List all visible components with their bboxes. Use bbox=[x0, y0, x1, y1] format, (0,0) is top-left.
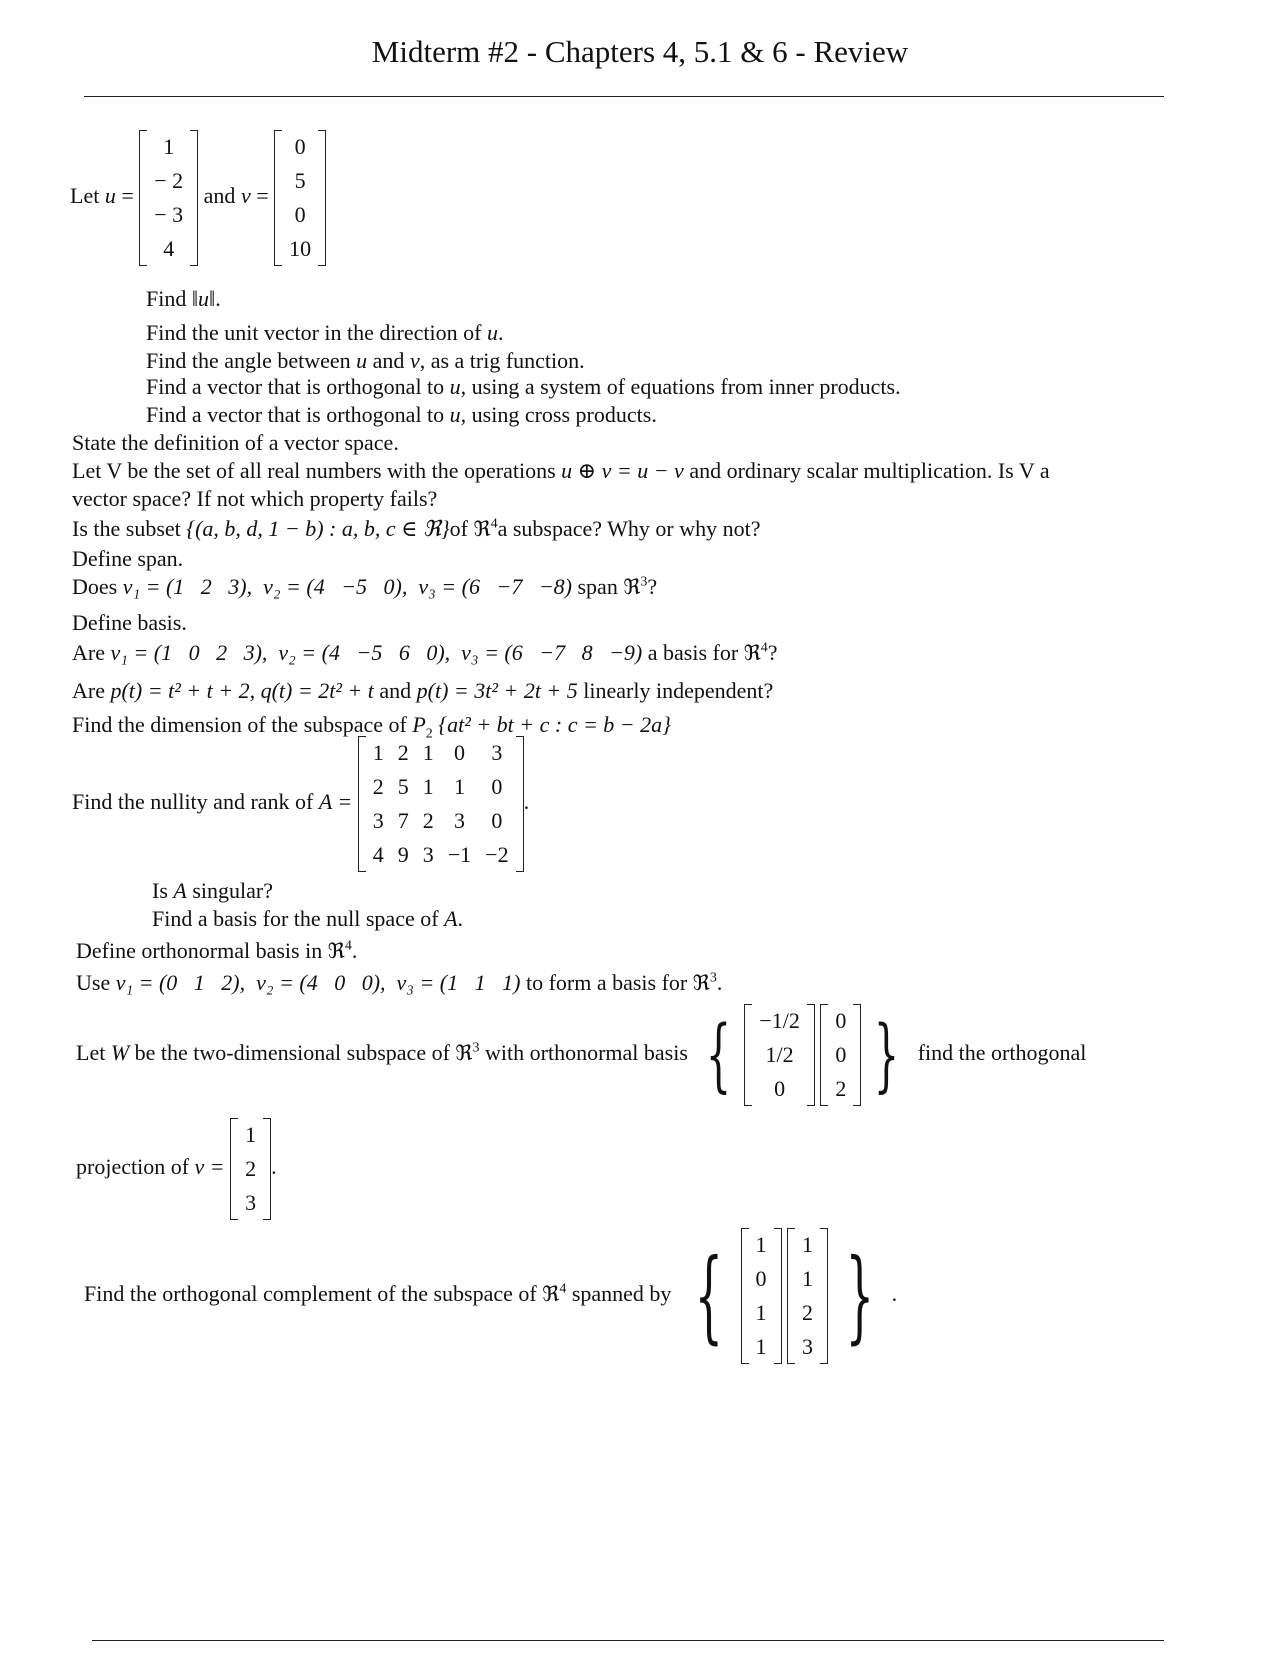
span-vectors: v₁ = (1 2 3), v₂ = (4 −5 0), v₃ = (6 −7 −8) bbox=[122, 574, 572, 599]
dim-set: {at² + bt + c : c = b − 2a} bbox=[438, 712, 671, 737]
left-brace: { bbox=[694, 1237, 724, 1354]
vector-entry: 2 bbox=[245, 1156, 257, 1181]
vector-entry: 3 bbox=[245, 1190, 257, 1215]
matrix-cell: 3 bbox=[422, 842, 434, 867]
q-orth-system bbox=[146, 374, 901, 400]
q-nullity-rank: Find the nullity and rank of A = 1 2 1 0 3 2 5 1 1 0 3 7 2 3 0 4 9 3 −1 −2 . bbox=[72, 736, 529, 872]
matrix-cell: 1 bbox=[422, 740, 434, 765]
vector-entry: 1 bbox=[755, 1300, 767, 1325]
equals: = bbox=[115, 183, 134, 209]
orth-text: Find a vector that is orthogonal to bbox=[146, 374, 445, 399]
q-basis-def: Define basis. bbox=[72, 610, 187, 635]
w-symbol: W bbox=[110, 1040, 130, 1066]
li-rest: linearly independent? bbox=[583, 678, 774, 703]
q-null-space: Find a basis for the null space of A. bbox=[152, 906, 464, 931]
let-label: Let bbox=[70, 183, 100, 209]
q-vector-space-def: State the definition of a vector space. bbox=[72, 430, 399, 455]
let-label: Let bbox=[76, 1040, 106, 1066]
gs-vectors: v₁ = (0 1 2), v₂ = (4 0 0), v₃ = (1 1 1) bbox=[115, 970, 521, 995]
real-symbol: ℜ bbox=[692, 971, 710, 995]
page-title: Midterm #2 - Chapters 4, 5.1 & 6 - Review bbox=[371, 34, 909, 69]
u-symbol: u bbox=[356, 348, 368, 373]
v-label: v = bbox=[194, 1154, 225, 1180]
real-symbol: ℜ bbox=[623, 575, 641, 599]
matrix-cell: 5 bbox=[397, 774, 409, 799]
superscript: 3 bbox=[472, 1040, 480, 1056]
matrix-a-label: A = bbox=[318, 789, 353, 815]
orth-text: Find a vector that is orthogonal to bbox=[146, 402, 445, 427]
vector-entry: 2 bbox=[802, 1300, 814, 1325]
superscript: 4 bbox=[490, 516, 498, 532]
nr-text: Find the nullity and rank of bbox=[72, 789, 314, 815]
vs-rest: and ordinary scalar multiplication. Is V a bbox=[689, 458, 1050, 483]
matrix-cell: 1 bbox=[422, 774, 434, 799]
vector-entry: 0 bbox=[835, 1008, 847, 1033]
superscript: 3 bbox=[709, 970, 717, 986]
vector-entry: 1 bbox=[802, 1232, 814, 1257]
u-symbol: u bbox=[449, 374, 461, 399]
null-text: Find a basis for the null space of bbox=[152, 906, 439, 931]
q-singular bbox=[152, 878, 273, 904]
q-vector-space-ops bbox=[72, 458, 1050, 484]
matrix-cell: 2 bbox=[372, 774, 384, 799]
vector-entry: 1 bbox=[755, 1232, 767, 1257]
subset-rest: a subspace? Why or why not? bbox=[497, 516, 761, 541]
q-orth-cross bbox=[146, 402, 657, 428]
superscript: 4 bbox=[559, 1281, 567, 1297]
v-entry: 5 bbox=[294, 168, 306, 193]
oc-text: Find the orthogonal complement of the subspace of bbox=[84, 1281, 537, 1307]
v-symbol: v bbox=[409, 348, 420, 373]
vs-text: Let V be the set of all real numbers with the operations bbox=[72, 458, 556, 483]
u-entry: − 2 bbox=[154, 168, 184, 193]
matrix-cell: 0 bbox=[453, 740, 465, 765]
polynomial-p3: p(t) = 3t² + 2t + 5 bbox=[416, 678, 578, 703]
orth-rest: , using a system of equations from inner products. bbox=[460, 374, 901, 399]
v-column-vector bbox=[230, 1118, 271, 1220]
vector-entry: 0 bbox=[755, 1266, 767, 1291]
q-linear-independence bbox=[72, 678, 773, 704]
proj-basis-text: with orthonormal basis bbox=[485, 1040, 688, 1066]
polynomials: p(t) = t² + t + 2, q(t) = 2t² + t bbox=[110, 678, 374, 703]
subscript: 2 bbox=[425, 726, 433, 742]
q-unit-vector: Find the unit vector in the direction of u. bbox=[146, 320, 504, 345]
a-symbol: A bbox=[444, 906, 458, 931]
right-brace: } bbox=[845, 1237, 875, 1354]
q-angle bbox=[146, 348, 585, 374]
on-text: Define orthonormal basis in bbox=[76, 938, 323, 963]
v-vector bbox=[274, 130, 326, 266]
q-norm bbox=[146, 286, 221, 312]
matrix-a bbox=[358, 736, 524, 872]
title-rule bbox=[84, 96, 1164, 97]
vector-entry: 1/2 bbox=[765, 1042, 794, 1067]
vector-entry: 1 bbox=[755, 1334, 767, 1359]
q-orth-complement: Find the orthogonal complement of the subspace of ℜ$^4$ spanned by { 1 0 1 1 1 1 2 3 } . bbox=[84, 1228, 897, 1364]
matrix-cell: 4 bbox=[372, 842, 384, 867]
u-entry: 4 bbox=[163, 236, 175, 261]
u-vector bbox=[139, 130, 198, 266]
matrix-cell: −2 bbox=[485, 842, 509, 867]
superscript: 3 bbox=[640, 574, 648, 590]
u-entry: − 3 bbox=[154, 202, 184, 227]
vector-entry: 0 bbox=[774, 1076, 786, 1101]
real-symbol: ℜ bbox=[743, 641, 761, 665]
subset-text: Is the subset bbox=[72, 516, 181, 541]
vector-entry: 1 bbox=[802, 1266, 814, 1291]
gs-rest: to form a basis for bbox=[525, 970, 688, 995]
vs-operation: u ⊕ v = u − v bbox=[561, 458, 684, 483]
and-label: and bbox=[372, 348, 405, 373]
singular-text: singular? bbox=[192, 878, 273, 903]
angle-rest: , as a trig function. bbox=[419, 348, 585, 373]
q-span-def: Define span. bbox=[72, 546, 184, 571]
p2-symbol: P bbox=[412, 712, 426, 737]
real-symbol: ℜ bbox=[473, 517, 491, 541]
span-label: span bbox=[577, 574, 618, 599]
vector-entry: 1 bbox=[245, 1122, 257, 1147]
and-label: and bbox=[203, 183, 236, 209]
find-label: Find bbox=[146, 286, 187, 311]
are-label: Are bbox=[72, 640, 105, 665]
matrix-cell: 3 bbox=[453, 808, 465, 833]
q-orthonormal-def: Define orthonormal basis in ℜ$^4$. bbox=[76, 938, 358, 963]
superscript: 4 bbox=[760, 640, 768, 656]
v-entry: 10 bbox=[289, 236, 312, 261]
q-vector-space-line2: vector space? If not which property fails? bbox=[72, 486, 438, 511]
span-vector-2 bbox=[787, 1228, 828, 1364]
use-label: Use bbox=[76, 970, 111, 995]
superscript: 4 bbox=[344, 938, 352, 954]
basis-vector-1 bbox=[744, 1004, 815, 1106]
q-projection-vector: projection of v = 1 2 3 . bbox=[76, 1118, 277, 1220]
basis-label: a basis for bbox=[647, 640, 739, 665]
spanned-by: spanned by bbox=[571, 1281, 672, 1307]
q-span: Does v₁ = (1 2 3), v₂ = (4 −5 0), v₃ = (6 −7 −8) span ℜ$^3$? bbox=[72, 574, 658, 599]
vectors-uv bbox=[70, 130, 326, 266]
u-entry: 1 bbox=[163, 134, 175, 159]
vector-entry: −1/2 bbox=[759, 1008, 800, 1033]
v-entry: 0 bbox=[294, 134, 306, 159]
vector-entry: 0 bbox=[835, 1042, 847, 1067]
u-symbol: u bbox=[104, 183, 116, 209]
right-brace: } bbox=[874, 1008, 900, 1101]
v-entry: 0 bbox=[294, 202, 306, 227]
matrix-cell: 7 bbox=[397, 808, 409, 833]
real-symbol: ℜ bbox=[327, 939, 345, 963]
basis-vector-2 bbox=[820, 1004, 861, 1106]
span-vector-1 bbox=[741, 1228, 782, 1364]
of-label: of bbox=[449, 516, 468, 541]
matrix-cell: 2 bbox=[397, 740, 409, 765]
v-symbol: v bbox=[240, 183, 251, 209]
matrix-cell: 0 bbox=[491, 808, 503, 833]
a-symbol: A bbox=[173, 878, 187, 903]
q-basis: Are v₁ = (1 0 2 3), v₂ = (4 −5 6 0), v₃ = (6 −7 8 −9) a basis for ℜ$^4$? bbox=[72, 640, 778, 665]
vector-entry: 3 bbox=[802, 1334, 814, 1359]
are-label: Are bbox=[72, 678, 105, 703]
unit-text: Find the unit vector in the direction of bbox=[146, 320, 482, 345]
proj-of-text: projection of bbox=[76, 1154, 190, 1180]
u-symbol: u bbox=[486, 320, 498, 345]
left-brace: { bbox=[706, 1008, 732, 1101]
basis-vectors: v₁ = (1 0 2 3), v₂ = (4 −5 6 0), v₃ = (6 −7 8 −9) bbox=[110, 640, 643, 665]
does-label: Does bbox=[72, 574, 118, 599]
matrix-cell: 3 bbox=[372, 808, 384, 833]
period: . bbox=[215, 286, 221, 311]
proj-rest: find the orthogonal bbox=[917, 1040, 1087, 1066]
equals: = bbox=[250, 183, 269, 209]
dim-text: Find the dimension of the subspace of bbox=[72, 712, 407, 737]
real-symbol: ℜ bbox=[455, 1041, 473, 1066]
vector-entry: 2 bbox=[835, 1076, 847, 1101]
matrix-cell: 9 bbox=[397, 842, 409, 867]
is-label: Is bbox=[152, 878, 168, 903]
subset-set: {(a, b, d, 1 − b) : a, b, c ∈ ℜ} bbox=[186, 516, 450, 541]
matrix-cell: 2 bbox=[422, 808, 434, 833]
matrix-cell: 1 bbox=[372, 740, 384, 765]
and-label: and bbox=[379, 678, 412, 703]
matrix-cell: −1 bbox=[447, 842, 472, 867]
angle-text: Find the angle between bbox=[146, 348, 351, 373]
q-gram-schmidt: Use v₁ = (0 1 2), v₂ = (4 0 0), v₃ = (1 1 1) to form a basis for ℜ$^3$. bbox=[76, 970, 723, 995]
matrix-cell: 3 bbox=[491, 740, 503, 765]
matrix-cell: 0 bbox=[491, 774, 503, 799]
q-subset bbox=[72, 516, 760, 542]
u-symbol: u bbox=[449, 402, 461, 427]
real-symbol: ℜ bbox=[542, 1282, 560, 1307]
proj-text: be the two-dimensional subspace of bbox=[134, 1040, 450, 1066]
matrix-cell: 1 bbox=[453, 774, 465, 799]
norm-u: ‖u‖ bbox=[191, 286, 216, 311]
bottom-rule bbox=[92, 1640, 1164, 1641]
q-projection bbox=[76, 1004, 1086, 1106]
orth-rest: , using cross products. bbox=[460, 402, 657, 427]
